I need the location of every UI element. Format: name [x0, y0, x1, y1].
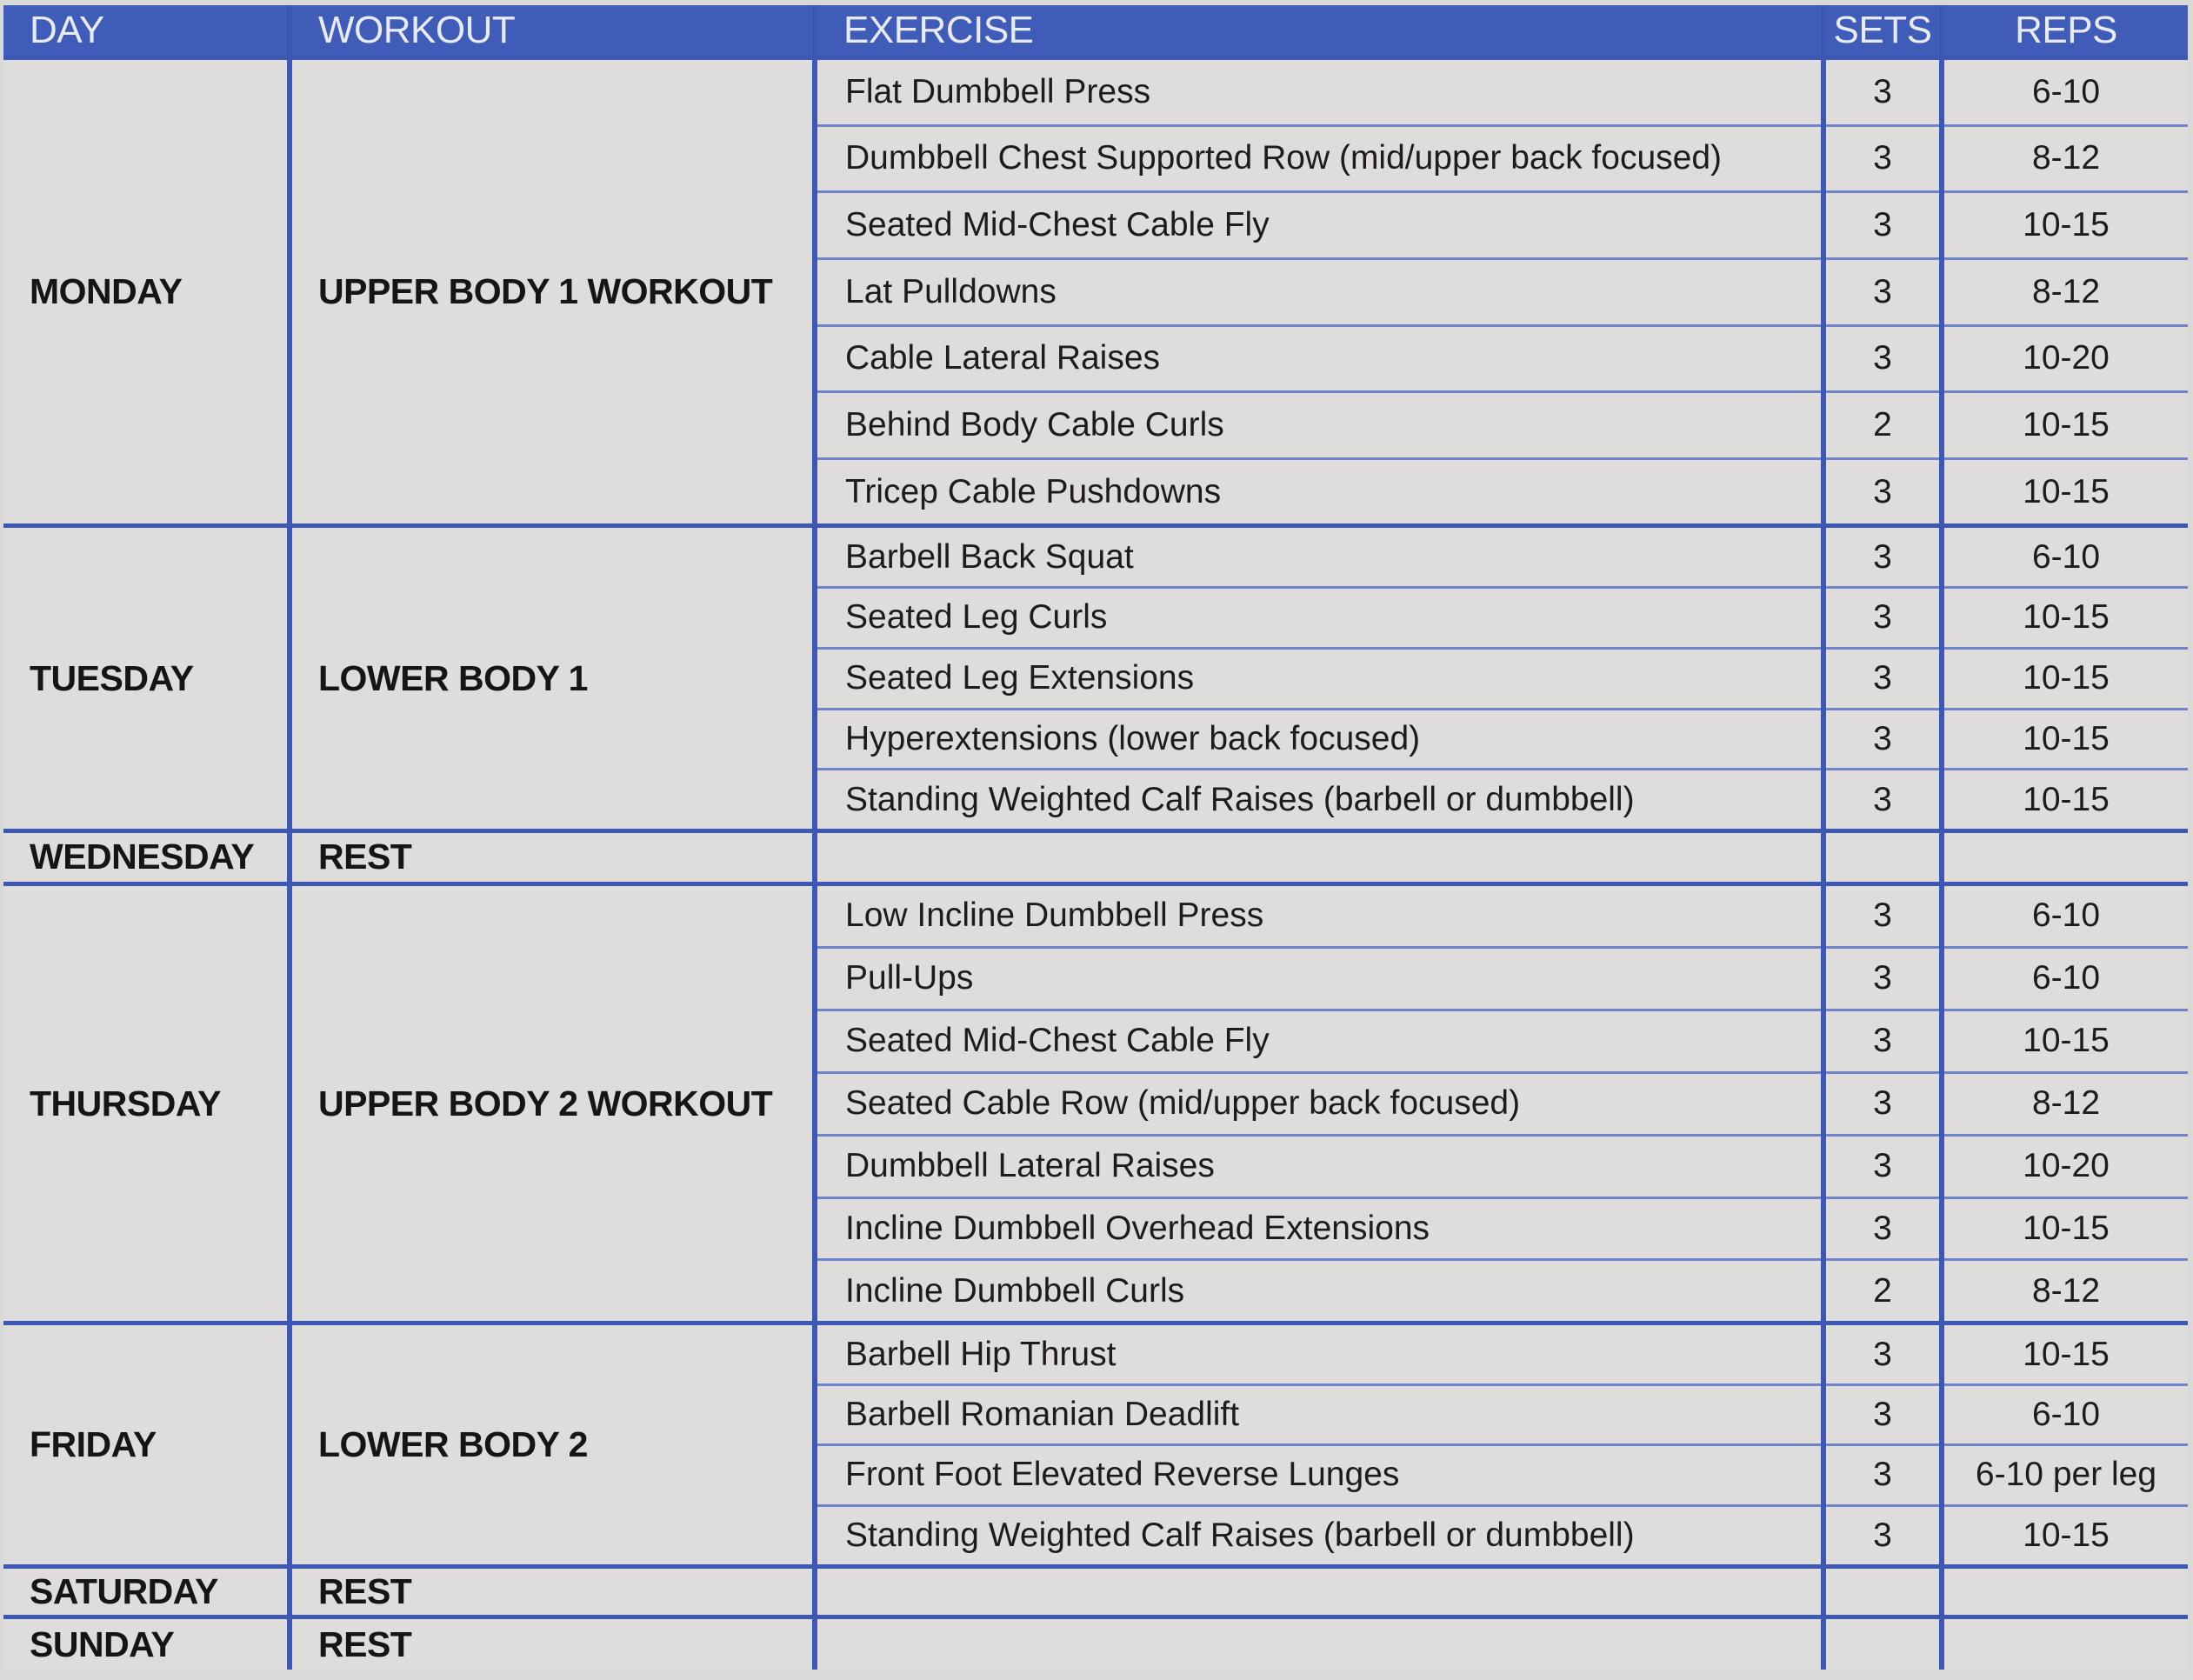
day-label: FRIDAY	[3, 1325, 287, 1564]
header-reps: REPS	[1944, 5, 2188, 56]
exercise-column	[817, 60, 1821, 523]
day-label: MONDAY	[3, 60, 287, 523]
reps-value: 10-15	[1944, 770, 2188, 829]
reps-value: 10-15	[1944, 1507, 2188, 1564]
reps-value: 6-10 per leg	[1944, 1446, 2188, 1503]
exercise-column	[817, 1325, 1821, 1564]
sets-value: 3	[1826, 949, 1939, 1009]
sets-value: 3	[1826, 127, 1939, 191]
header-day: DAY	[3, 5, 287, 56]
exercise-column	[817, 1569, 1821, 1615]
day-group-monday	[3, 60, 2188, 523]
exercise-name: Dumbbell Chest Supported Row (mid/upper back focused)	[817, 127, 1821, 191]
table-header	[3, 5, 2188, 56]
reps-value: 6-10	[1944, 949, 2188, 1009]
sets-value: 3	[1826, 528, 1939, 586]
sets-value: 3	[1826, 886, 1939, 946]
empty-cell	[1944, 833, 2188, 882]
sets-column	[1826, 833, 1939, 882]
exercise-name: Seated Leg Curls	[817, 589, 1821, 647]
workout-label: UPPER BODY 2 WORKOUT	[292, 886, 812, 1321]
exercise-column	[817, 528, 1821, 829]
sets-value: 3	[1826, 327, 1939, 391]
exercise-column	[817, 886, 1821, 1321]
reps-value: 10-15	[1944, 460, 2188, 524]
empty-cell	[1826, 1569, 1939, 1615]
workout-label: LOWER BODY 2	[292, 1325, 812, 1564]
sets-column	[1826, 1619, 1939, 1670]
header-exercise: EXERCISE	[817, 5, 1821, 56]
sets-value: 3	[1826, 710, 1939, 769]
day-group-thursday	[3, 886, 2188, 1321]
reps-column	[1944, 528, 2188, 829]
day-label: WEDNESDAY	[3, 833, 287, 882]
reps-value: 10-20	[1944, 327, 2188, 391]
exercise-name: Seated Mid-Chest Cable Fly	[817, 193, 1821, 257]
empty-cell	[1944, 1569, 2188, 1615]
sets-column	[1826, 528, 1939, 829]
sets-value: 2	[1826, 1261, 1939, 1321]
exercise-name: Pull-Ups	[817, 949, 1821, 1009]
sets-value: 3	[1826, 589, 1939, 647]
sets-value: 3	[1826, 260, 1939, 324]
day-group-saturday	[3, 1569, 2188, 1615]
reps-value: 10-15	[1944, 1011, 2188, 1071]
sets-value: 3	[1826, 1507, 1939, 1564]
empty-cell	[817, 1619, 1821, 1670]
exercise-name: Barbell Romanian Deadlift	[817, 1386, 1821, 1443]
empty-cell	[1944, 1619, 2188, 1670]
reps-value: 6-10	[1944, 528, 2188, 586]
reps-column	[1944, 1325, 2188, 1564]
sets-value: 3	[1826, 1386, 1939, 1443]
day-label: SUNDAY	[3, 1619, 287, 1670]
exercise-name: Seated Cable Row (mid/upper back focused)	[817, 1074, 1821, 1134]
reps-value: 10-20	[1944, 1137, 2188, 1197]
sets-value: 3	[1826, 1199, 1939, 1259]
exercise-name: Cable Lateral Raises	[817, 327, 1821, 391]
reps-value: 8-12	[1944, 127, 2188, 191]
day-label: THURSDAY	[3, 886, 287, 1321]
reps-value: 6-10	[1944, 886, 2188, 946]
exercise-name: Seated Leg Extensions	[817, 650, 1821, 708]
day-label: TUESDAY	[3, 528, 287, 829]
sets-value: 3	[1826, 1011, 1939, 1071]
exercise-column	[817, 833, 1821, 882]
sets-value: 3	[1826, 1325, 1939, 1383]
exercise-name: Hyperextensions (lower back focused)	[817, 710, 1821, 769]
sets-value: 2	[1826, 393, 1939, 457]
reps-value: 10-15	[1944, 589, 2188, 647]
workout-label: REST	[292, 1569, 812, 1615]
reps-value: 10-15	[1944, 393, 2188, 457]
reps-column	[1944, 1569, 2188, 1615]
sets-value: 3	[1826, 1074, 1939, 1134]
exercise-name: Incline Dumbbell Curls	[817, 1261, 1821, 1321]
header-sets: SETS	[1826, 5, 1939, 56]
sets-value: 3	[1826, 650, 1939, 708]
reps-column	[1944, 1619, 2188, 1670]
reps-column	[1944, 60, 2188, 523]
reps-value: 8-12	[1944, 1074, 2188, 1134]
empty-cell	[1826, 833, 1939, 882]
sets-column	[1826, 1325, 1939, 1564]
sets-value: 3	[1826, 1446, 1939, 1503]
day-group-tuesday	[3, 528, 2188, 829]
reps-value: 8-12	[1944, 1261, 2188, 1321]
day-label: SATURDAY	[3, 1569, 287, 1615]
workout-schedule-table	[3, 5, 2188, 1670]
day-group-wednesday	[3, 833, 2188, 882]
reps-value: 10-15	[1944, 193, 2188, 257]
reps-value: 6-10	[1944, 1386, 2188, 1443]
header-workout: WORKOUT	[292, 5, 812, 56]
workout-label: REST	[292, 1619, 812, 1670]
reps-column	[1944, 833, 2188, 882]
reps-column	[1944, 886, 2188, 1321]
sets-value: 3	[1826, 770, 1939, 829]
empty-cell	[1826, 1619, 1939, 1670]
empty-cell	[817, 833, 1821, 882]
day-group-friday	[3, 1325, 2188, 1564]
sets-value: 3	[1826, 460, 1939, 524]
exercise-name: Incline Dumbbell Overhead Extensions	[817, 1199, 1821, 1259]
workout-label: REST	[292, 833, 812, 882]
sets-value: 3	[1826, 60, 1939, 124]
exercise-name: Standing Weighted Calf Raises (barbell or dumbbell)	[817, 1507, 1821, 1564]
exercise-name: Front Foot Elevated Reverse Lunges	[817, 1446, 1821, 1503]
exercise-name: Dumbbell Lateral Raises	[817, 1137, 1821, 1197]
exercise-name: Behind Body Cable Curls	[817, 393, 1821, 457]
exercise-name: Barbell Hip Thrust	[817, 1325, 1821, 1383]
exercise-name: Seated Mid-Chest Cable Fly	[817, 1011, 1821, 1071]
exercise-column	[817, 1619, 1821, 1670]
exercise-name: Lat Pulldowns	[817, 260, 1821, 324]
sets-column	[1826, 886, 1939, 1321]
reps-value: 10-15	[1944, 650, 2188, 708]
exercise-name: Barbell Back Squat	[817, 528, 1821, 586]
sets-value: 3	[1826, 1137, 1939, 1197]
sets-value: 3	[1826, 193, 1939, 257]
workout-label: UPPER BODY 1 WORKOUT	[292, 60, 812, 523]
reps-value: 8-12	[1944, 260, 2188, 324]
reps-value: 10-15	[1944, 1325, 2188, 1383]
exercise-name: Flat Dumbbell Press	[817, 60, 1821, 124]
day-group-sunday	[3, 1619, 2188, 1670]
reps-value: 10-15	[1944, 1199, 2188, 1259]
reps-value: 10-15	[1944, 710, 2188, 769]
workout-label: LOWER BODY 1	[292, 528, 812, 829]
empty-cell	[817, 1569, 1821, 1615]
exercise-name: Low Incline Dumbbell Press	[817, 886, 1821, 946]
exercise-name: Standing Weighted Calf Raises (barbell or dumbbell)	[817, 770, 1821, 829]
sets-column	[1826, 60, 1939, 523]
sets-column	[1826, 1569, 1939, 1615]
reps-value: 6-10	[1944, 60, 2188, 124]
exercise-name: Tricep Cable Pushdowns	[817, 460, 1821, 524]
